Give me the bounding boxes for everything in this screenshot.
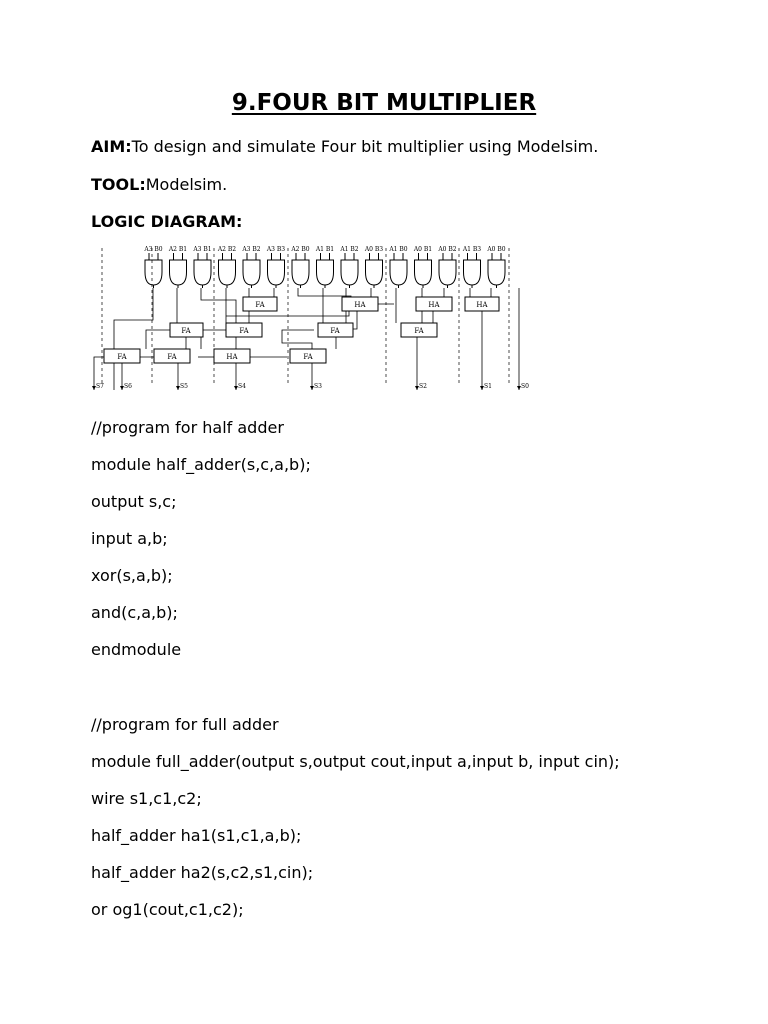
gate-input-label: A1 B2	[340, 246, 359, 253]
svg-text:FA: FA	[255, 301, 265, 309]
and-gate	[145, 253, 162, 288]
half-adder-block	[465, 297, 499, 311]
code-line: wire s1,c1,c2;	[91, 789, 202, 808]
svg-text:FA: FA	[167, 353, 177, 361]
full-adder-block	[154, 349, 190, 363]
gate-input-labels	[143, 246, 505, 253]
half-adder-block	[416, 297, 452, 311]
gate-input-label: A1 B0	[389, 246, 408, 253]
and-gate	[219, 253, 236, 288]
svg-text:FA: FA	[117, 353, 127, 361]
and-gate	[341, 253, 358, 288]
full-adder-block	[104, 349, 140, 363]
and-gate	[464, 253, 481, 288]
and-gate	[366, 253, 383, 288]
and-gate	[292, 253, 309, 288]
and-gate	[268, 253, 285, 288]
output-label: S5	[180, 383, 188, 390]
page-title: 9.FOUR BIT MULTIPLIER	[231, 90, 537, 116]
tool-label: TOOL:	[91, 175, 146, 194]
svg-text:FA: FA	[181, 327, 191, 335]
output-label: S2	[419, 383, 427, 390]
and-gate	[415, 253, 432, 288]
half-adder-block	[342, 297, 378, 311]
gate-input-label: A3 B0	[144, 246, 163, 253]
full-adder-block	[318, 323, 353, 337]
and-gate	[317, 253, 334, 288]
svg-text:HA: HA	[428, 301, 440, 309]
tool-line	[91, 175, 227, 195]
output-label: S6	[124, 383, 132, 390]
logic-diagram-heading: LOGIC DIAGRAM:	[91, 212, 243, 231]
column-dividers	[102, 248, 509, 386]
gate-input-label: A1 B3	[462, 246, 482, 253]
logic-diagram	[86, 240, 538, 392]
tool-text: Modelsim.	[145, 175, 228, 194]
gate-input-label: A2 B1	[168, 246, 188, 253]
gate-input-label: A0 B3	[364, 246, 384, 253]
and-gate	[488, 253, 505, 288]
output-arrowheads	[92, 386, 521, 390]
gate-input-label: A0 B0	[487, 246, 506, 253]
code-line: module half_adder(s,c,a,b);	[91, 455, 311, 474]
gate-input-label: A1 B1	[315, 246, 335, 253]
and-gate	[439, 253, 456, 288]
gate-input-label: A3 B1	[193, 246, 212, 253]
full-adder-block	[226, 323, 262, 337]
code-line: input a,b;	[91, 529, 168, 548]
full-adder-block	[170, 323, 203, 337]
full-adder-block	[243, 297, 277, 311]
gate-input-label: A0 B2	[438, 246, 457, 253]
gate-input-label: A0 B1	[413, 246, 433, 253]
output-label: S7	[96, 383, 104, 390]
half-adder-block	[214, 349, 250, 363]
and-gate	[390, 253, 407, 288]
code-line: half_adder ha2(s,c2,s1,cin);	[91, 863, 314, 882]
gate-input-label: A3 B2	[242, 246, 261, 253]
gate-input-label: A3 B3	[266, 246, 286, 253]
svg-text:HA: HA	[476, 301, 488, 309]
aim-line	[91, 137, 598, 157]
code-line: module full_adder(output s,output cout,input a,input b, input cin);	[91, 752, 620, 771]
svg-text:FA: FA	[414, 327, 424, 335]
code-line: and(c,a,b);	[91, 603, 178, 622]
wires	[94, 288, 519, 390]
code-line: xor(s,a,b);	[91, 566, 173, 585]
and-gate	[243, 253, 260, 288]
output-label: S0	[521, 383, 529, 390]
output-label: S1	[484, 383, 492, 390]
code-line: or og1(cout,c1,c2);	[91, 900, 244, 919]
code-line: half_adder ha1(s1,c1,a,b);	[91, 826, 302, 845]
svg-text:FA: FA	[330, 327, 340, 335]
and-gate	[194, 253, 211, 288]
svg-text:FA: FA	[239, 327, 249, 335]
code-line: //program for full adder	[91, 715, 279, 734]
code-line: //program for half adder	[91, 418, 284, 437]
gate-input-label: A2 B0	[291, 246, 310, 253]
svg-text:FA: FA	[303, 353, 313, 361]
aim-text: To design and simulate Four bit multiplier using Modelsim.	[131, 137, 599, 156]
full-adder-block	[290, 349, 326, 363]
code-line: endmodule	[91, 640, 182, 659]
svg-text:HA: HA	[354, 301, 366, 309]
aim-label: AIM:	[91, 137, 132, 156]
output-label: S3	[314, 383, 322, 390]
full-adder-block	[401, 323, 437, 337]
code-line: output s,c;	[91, 492, 177, 511]
output-label: S4	[238, 383, 246, 390]
and-gates	[145, 253, 505, 288]
svg-text:HA: HA	[226, 353, 238, 361]
and-gate	[170, 253, 187, 288]
gate-input-label: A2 B2	[217, 246, 237, 253]
